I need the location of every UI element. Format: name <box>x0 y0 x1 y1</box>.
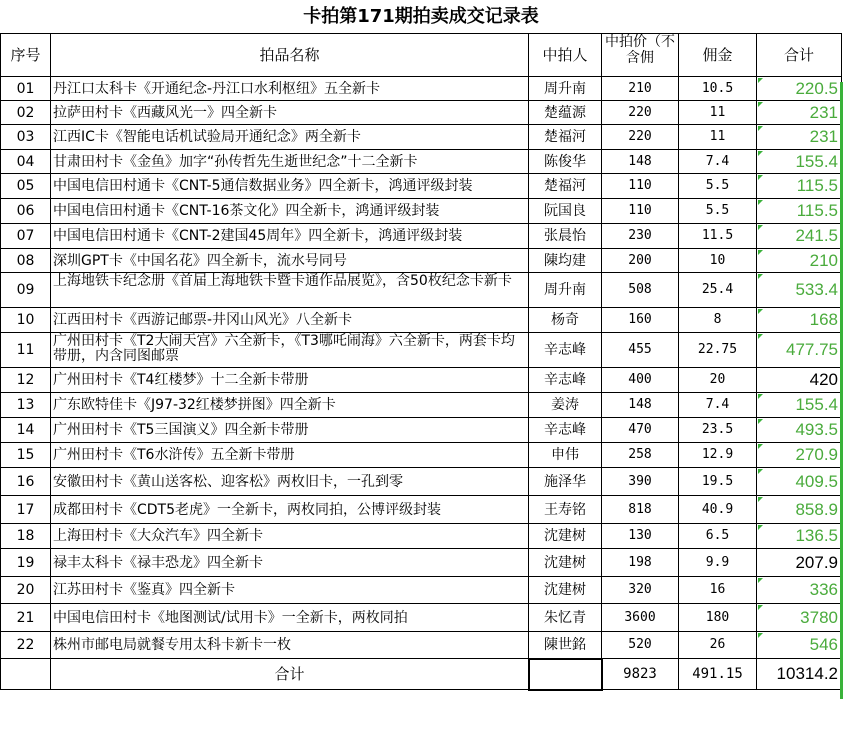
cell-marker <box>758 225 763 230</box>
cell-marker <box>758 250 763 255</box>
hammer-price[interactable]: 455 <box>602 333 679 368</box>
buyer-name[interactable]: 陳均建 <box>529 249 602 273</box>
table-row <box>1 174 842 199</box>
commission[interactable]: 25.4 <box>679 273 757 308</box>
item-name[interactable]: 江西IC卡《智能电话机试验局开通纪念》两全新卡 <box>51 125 529 150</box>
row-number[interactable]: 11 <box>1 333 51 368</box>
table-row <box>1 496 842 524</box>
commission[interactable]: 11 <box>679 125 757 150</box>
table-row <box>1 101 842 125</box>
hammer-price[interactable]: 400 <box>602 368 679 393</box>
row-total[interactable]: 115.5 <box>757 199 842 224</box>
cell-marker <box>758 126 763 131</box>
hammer-price[interactable]: 200 <box>602 249 679 273</box>
cell-marker <box>758 394 763 399</box>
row-number[interactable]: 05 <box>1 174 51 199</box>
row-number[interactable]: 06 <box>1 199 51 224</box>
hammer-price[interactable]: 220 <box>602 125 679 150</box>
buyer-name[interactable]: 杨奇 <box>529 308 602 333</box>
hammer-price[interactable]: 258 <box>602 443 679 468</box>
cell-marker <box>758 633 763 638</box>
hammer-price[interactable]: 198 <box>602 549 679 577</box>
commission[interactable]: 11.5 <box>679 224 757 249</box>
buyer-name[interactable]: 楚福河 <box>529 174 602 199</box>
hammer-price[interactable]: 520 <box>602 632 679 659</box>
table-row <box>1 273 842 308</box>
header-name[interactable]: 拍品名称 <box>51 34 529 77</box>
summary-buyer-cell[interactable] <box>529 659 602 690</box>
row-total[interactable]: 477.75 <box>757 333 842 368</box>
cell-marker <box>758 78 763 83</box>
row-total[interactable]: 231 <box>757 125 842 150</box>
commission[interactable]: 11 <box>679 101 757 125</box>
table-row <box>1 468 842 496</box>
row-total[interactable]: 155.4 <box>757 150 842 174</box>
buyer-name[interactable]: 辛志峰 <box>529 418 602 443</box>
header-row <box>1 34 842 77</box>
hammer-price[interactable]: 210 <box>602 77 679 101</box>
cell-marker <box>758 200 763 205</box>
buyer-name[interactable]: 辛志峰 <box>529 333 602 368</box>
table-row <box>1 418 842 443</box>
hammer-price[interactable]: 508 <box>602 273 679 308</box>
hammer-price[interactable]: 230 <box>602 224 679 249</box>
cell-marker <box>758 419 763 424</box>
item-name[interactable]: 广州田村卡《T5三国演义》四全新卡带册 <box>51 418 529 443</box>
buyer-name[interactable]: 楚蕴源 <box>529 101 602 125</box>
commission[interactable]: 5.5 <box>679 199 757 224</box>
item-name[interactable]: 株州市邮电局就餐专用太科卡新卡一枚 <box>51 632 529 659</box>
row-total[interactable]: 420 <box>757 368 842 393</box>
header-total[interactable]: 合计 <box>757 34 842 77</box>
item-name[interactable]: 广州田村卡《T2大闹天宫》六全新卡，《T3哪吒闹海》六全新卡，两套卡均带册，内含同图邮票 <box>51 333 529 368</box>
row-number[interactable]: 09 <box>1 273 51 308</box>
row-number[interactable]: 14 <box>1 418 51 443</box>
commission[interactable]: 22.75 <box>679 333 757 368</box>
summary-row <box>1 659 842 690</box>
item-name[interactable]: 广东欧特佳卡《J97-32红楼梦拼图》四全新卡 <box>51 393 529 418</box>
row-total[interactable]: 136.5 <box>757 524 842 549</box>
cell-marker <box>758 444 763 449</box>
item-name[interactable]: 广州田村卡《T4红楼梦》十二全新卡带册 <box>51 368 529 393</box>
header-no[interactable]: 序号 <box>1 34 51 77</box>
green-border-edge <box>840 82 843 699</box>
table-row <box>1 524 842 549</box>
row-number[interactable]: 17 <box>1 496 51 524</box>
hammer-price[interactable]: 220 <box>602 101 679 125</box>
commission[interactable]: 20 <box>679 368 757 393</box>
hammer-price[interactable]: 130 <box>602 524 679 549</box>
row-total[interactable]: 533.4 <box>757 273 842 308</box>
commission[interactable]: 5.5 <box>679 174 757 199</box>
hammer-price[interactable]: 110 <box>602 174 679 199</box>
row-number[interactable]: 07 <box>1 224 51 249</box>
row-total[interactable]: 207.9 <box>757 549 842 577</box>
hammer-price[interactable]: 470 <box>602 418 679 443</box>
row-total[interactable]: 270.9 <box>757 443 842 468</box>
buyer-name[interactable]: 姜涛 <box>529 393 602 418</box>
hammer-price[interactable]: 110 <box>602 199 679 224</box>
row-number[interactable]: 10 <box>1 308 51 333</box>
item-name[interactable]: 安徽田村卡《黄山送客松、迎客松》两枚旧卡，一孔到零 <box>51 468 529 496</box>
item-name[interactable]: 上海田村卡《大众汽车》四全新卡 <box>51 524 529 549</box>
table-title[interactable]: 卡拍第171期拍卖成交记录表 <box>303 5 539 27</box>
summary-label[interactable]: 合计 <box>51 659 529 690</box>
summary-total[interactable]: 10314.2 <box>757 659 842 690</box>
item-name[interactable]: 江苏田村卡《鉴真》四全新卡 <box>51 577 529 604</box>
item-name[interactable]: 深圳GPT卡《中国名花》四全新卡，流水号同号 <box>51 249 529 273</box>
item-name[interactable]: 广州田村卡《T6水浒传》五全新卡带册 <box>51 443 529 468</box>
cell-marker <box>758 497 763 502</box>
table-row <box>1 125 842 150</box>
commission[interactable]: 8 <box>679 308 757 333</box>
summary-fee[interactable]: 491.15 <box>679 659 757 690</box>
row-number[interactable]: 18 <box>1 524 51 549</box>
row-total[interactable]: 241.5 <box>757 224 842 249</box>
buyer-name[interactable]: 朱忆青 <box>529 604 602 632</box>
row-number[interactable]: 19 <box>1 549 51 577</box>
row-number[interactable]: 21 <box>1 604 51 632</box>
item-name[interactable]: 中国电信田村通卡《CNT-5通信数据业务》四全新卡，鸿通评级封装 <box>51 174 529 199</box>
buyer-name[interactable]: 陳世銘 <box>529 632 602 659</box>
buyer-name[interactable]: 楚福河 <box>529 125 602 150</box>
summary-blank[interactable] <box>1 659 51 690</box>
row-total[interactable]: 858.9 <box>757 496 842 524</box>
row-total[interactable]: 168 <box>757 308 842 333</box>
header-fee[interactable]: 佣金 <box>679 34 757 77</box>
cell-marker <box>758 102 763 107</box>
commission[interactable]: 19.5 <box>679 468 757 496</box>
cell-marker <box>758 274 763 279</box>
header-buyer[interactable]: 中拍人 <box>529 34 602 77</box>
hammer-price[interactable]: 3600 <box>602 604 679 632</box>
cell-marker <box>758 469 763 474</box>
table-row <box>1 150 842 174</box>
buyer-name[interactable]: 周升南 <box>529 77 602 101</box>
table-row <box>1 333 842 368</box>
item-name[interactable]: 丹江口太科卡《开通纪念-丹江口水利枢纽》五全新卡 <box>51 77 529 101</box>
commission[interactable]: 40.9 <box>679 496 757 524</box>
commission[interactable]: 180 <box>679 604 757 632</box>
table-row <box>1 632 842 659</box>
commission[interactable]: 9.9 <box>679 549 757 577</box>
buyer-name[interactable]: 辛志峰 <box>529 368 602 393</box>
table-row <box>1 577 842 604</box>
hammer-price[interactable]: 818 <box>602 496 679 524</box>
buyer-name[interactable]: 沈建树 <box>529 577 602 604</box>
item-name[interactable]: 禄丰太科卡《禄丰恐龙》四全新卡 <box>51 549 529 577</box>
row-total[interactable]: 220.5 <box>757 77 842 101</box>
hammer-price[interactable]: 160 <box>602 308 679 333</box>
buyer-name[interactable]: 王寿铭 <box>529 496 602 524</box>
item-name[interactable]: 中国电信田村通卡《CNT-2建国45周年》四全新卡，鸿通评级封装 <box>51 224 529 249</box>
row-number[interactable]: 01 <box>1 77 51 101</box>
commission[interactable]: 7.4 <box>679 150 757 174</box>
buyer-name[interactable]: 施泽华 <box>529 468 602 496</box>
commission[interactable]: 10 <box>679 249 757 273</box>
buyer-name[interactable]: 周升南 <box>529 273 602 308</box>
item-name[interactable]: 江西田村卡《西游记邮票-井冈山风光》八全新卡 <box>51 308 529 333</box>
buyer-name[interactable]: 沈建树 <box>529 524 602 549</box>
table-row <box>1 308 842 333</box>
table-row <box>1 443 842 468</box>
hammer-price[interactable]: 148 <box>602 393 679 418</box>
table-row <box>1 368 842 393</box>
row-number[interactable]: 02 <box>1 101 51 125</box>
buyer-name[interactable]: 申伟 <box>529 443 602 468</box>
item-name[interactable]: 上海地铁卡纪念册《首届上海地铁卡暨卡通作品展览》，含50枚纪念卡新卡 <box>51 273 529 308</box>
row-total[interactable]: 336 <box>757 577 842 604</box>
row-total[interactable]: 493.5 <box>757 418 842 443</box>
header-price[interactable]: 中拍价（不含佣 <box>602 34 679 77</box>
cell-marker <box>758 309 763 314</box>
row-total[interactable]: 210 <box>757 249 842 273</box>
cell-marker <box>758 175 763 180</box>
row-number[interactable]: 03 <box>1 125 51 150</box>
row-total[interactable]: 3780 <box>757 604 842 632</box>
row-number[interactable]: 12 <box>1 368 51 393</box>
commission[interactable]: 10.5 <box>679 77 757 101</box>
table-row <box>1 393 842 418</box>
cell-marker <box>758 605 763 610</box>
cell-marker <box>758 525 763 530</box>
row-number[interactable]: 08 <box>1 249 51 273</box>
cell-marker <box>758 334 763 339</box>
hammer-price[interactable]: 148 <box>602 150 679 174</box>
commission[interactable]: 6.5 <box>679 524 757 549</box>
row-total[interactable]: 231 <box>757 101 842 125</box>
table-row <box>1 604 842 632</box>
commission[interactable]: 26 <box>679 632 757 659</box>
cell-marker <box>758 151 763 156</box>
summary-price[interactable]: 9823 <box>602 659 679 690</box>
commission[interactable]: 12.9 <box>679 443 757 468</box>
row-total[interactable]: 115.5 <box>757 174 842 199</box>
commission[interactable]: 16 <box>679 577 757 604</box>
row-number[interactable]: 22 <box>1 632 51 659</box>
buyer-name[interactable]: 沈建树 <box>529 549 602 577</box>
table-row <box>1 249 842 273</box>
buyer-name[interactable]: 陈俊华 <box>529 150 602 174</box>
row-number[interactable]: 04 <box>1 150 51 174</box>
cell-marker <box>758 578 763 583</box>
row-number[interactable]: 13 <box>1 393 51 418</box>
item-name[interactable]: 成都田村卡《CDT5老虎》一全新卡，两枚同拍，公博评级封装 <box>51 496 529 524</box>
table-row <box>1 77 842 101</box>
item-name[interactable]: 甘肃田村卡《金鱼》加字“孙传哲先生逝世纪念”十二全新卡 <box>51 150 529 174</box>
row-number[interactable]: 16 <box>1 468 51 496</box>
commission[interactable]: 23.5 <box>679 418 757 443</box>
row-total[interactable]: 546 <box>757 632 842 659</box>
title-row <box>1 0 842 34</box>
table-row <box>1 199 842 224</box>
item-name[interactable]: 中国电信田村通卡《CNT-16茶文化》四全新卡，鸿通评级封装 <box>51 199 529 224</box>
row-total[interactable]: 409.5 <box>757 468 842 496</box>
item-name[interactable]: 中国电信田村卡《地图测试/试用卡》一全新卡，两枚同拍 <box>51 604 529 632</box>
table-row <box>1 549 842 577</box>
hammer-price[interactable]: 390 <box>602 468 679 496</box>
row-number[interactable]: 15 <box>1 443 51 468</box>
table-row <box>1 224 842 249</box>
buyer-name[interactable]: 张晨怡 <box>529 224 602 249</box>
row-number[interactable]: 20 <box>1 577 51 604</box>
hammer-price[interactable]: 320 <box>602 577 679 604</box>
commission[interactable]: 7.4 <box>679 393 757 418</box>
row-total[interactable]: 155.4 <box>757 393 842 418</box>
item-name[interactable]: 拉萨田村卡《西藏风光一》四全新卡 <box>51 101 529 125</box>
buyer-name[interactable]: 阮国良 <box>529 199 602 224</box>
